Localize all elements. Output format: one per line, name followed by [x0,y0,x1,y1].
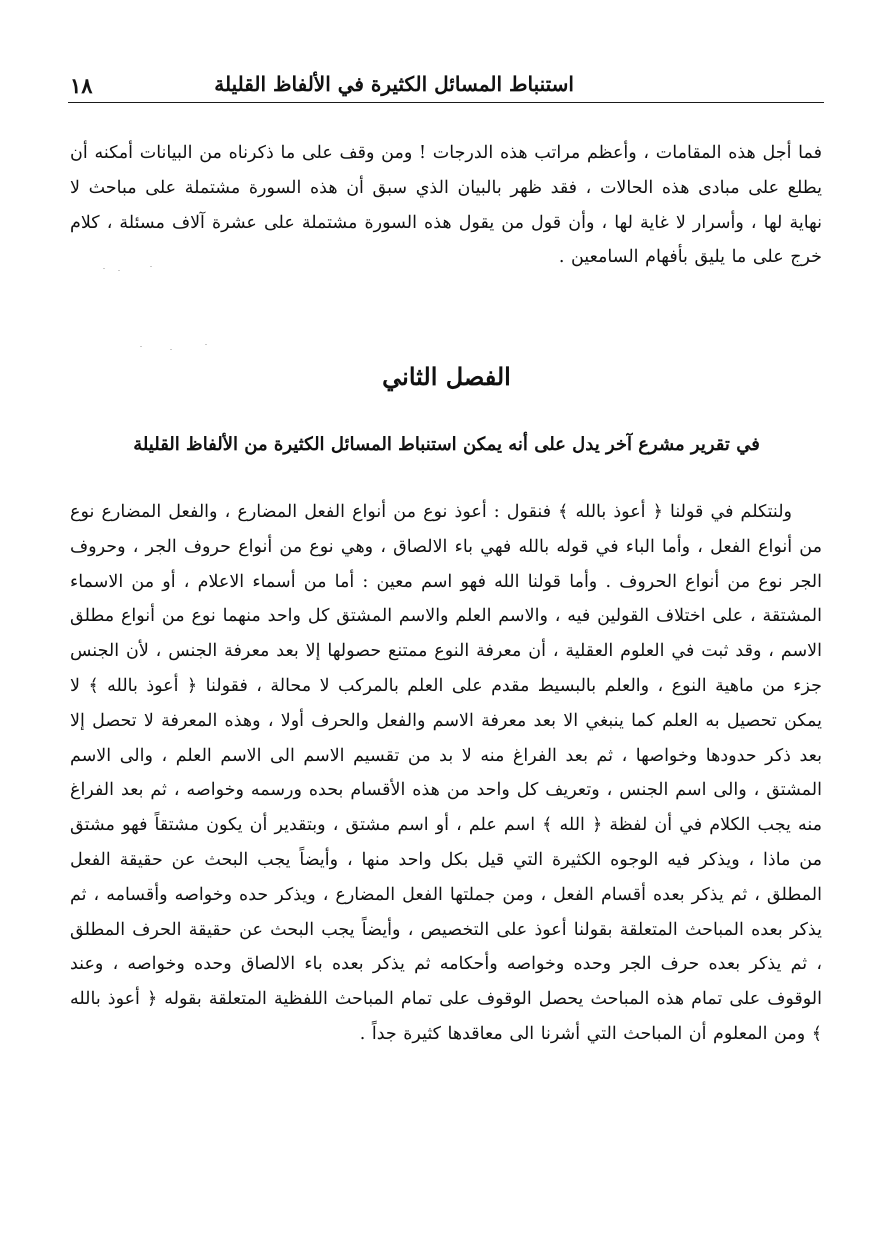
scan-speck [140,346,142,347]
running-header [68,62,824,103]
body-paragraph: ولنتكلم في قولنا ﴿ أعوذ بالله ﴾ فنقول : أعوذ نوع من أنواع الفعل المضارع ، والفعل المضارع نوع من أنواع الفعل ، وأما الباء في قوله بالله فهي باء الالصاق ، وهي نوع من أنواع حروف الجر ، وحروف الجر نوع من أنواع الحروف . وأما قولنا الله فهو اسم معين : أما من أسماء الاعلام ، أو من الاسماء المشتقة ، على اختلاف القولين فيه ، والاسم العلم والاسم المشتق كل واحد منهما نوع من أنواع مطلق الاسم ، وقد ثبت في العلوم العقلية ، أن معرفة النوع ممتنع حصولها إلا بعد معرفة الجنس ، لأن الجنس جزء من ماهية النوع ، والعلم بالبسيط مقدم على العلم بالمركب لا محالة ، فقولنا ﴿ أعوذ بالله ﴾ لا يمكن تحصيل به العلم كما ينبغي الا بعد معرفة الاسم والفعل والحرف أولا ، وهذه المعرفة لا تحصل إلا بعد ذكر حدودها وخواصها ، ثم بعد الفراغ منه لا بد من تقسيم الاسم الى الاسم العلم ، والى الاسم المشتق ، والى اسم الجنس ، وتعريف كل واحد من هذه الأقسام بحده ورسمه وخواصه ، ثم بعد الفراغ منه يجب الكلام في أن لفظة ﴿ الله ﴾ اسم علم ، أو اسم مشتق ، وبتقدير أن يكون مشتقاً فهو مشتق من ماذا ، ويذكر فيه الوجوه الكثيرة التي قيل بكل واحد منها ، وأيضاً يجب البحث عن حقيقة الفعل المطلق ، ثم يذكر بعده أقسام الفعل ، ومن جملتها الفعل المضارع ، ويذكر حده وخواصه وأقسامه ، ثم يذكر بعده المباحث المتعلقة بقولنا أعوذ على التخصيص ، وأيضاً يجب البحث عن حقيقة الحرف المطلق ، ثم يذكر بعده حرف الجر وحده وخواصه وأحكامه ثم يذكر بعده باء الالصاق وحده وخواصه ، وعند الوقوف على تمام هذه المباحث يحصل الوقوف على تمام المباحث اللفظية المتعلقة بقوله ﴿ أعوذ بالله ﴾ ومن المعلوم أن المباحث التي أشرنا الى معاقدها كثيرة جداً . [70,502,822,1044]
intro-paragraph: فما أجل هذه المقامات ، وأعظم مراتب هذه الدرجات ! ومن وقف على ما ذكرناه من البيانات أمكنه أن يطلع على مبادى هذه الحالات ، فقد ظهر بالبيان الذي سبق أن هذه السورة مشتملة على مباحث لا نهاية لها ، وأسرار لا غاية لها ، وأن قول من يقول هذه السورة مشتملة على عشرة آلاف مسئلة ، كلام خرج على ما يليق بأفهام السامعين . [70,143,822,268]
scan-speck [150,266,152,267]
scan-speck [205,344,207,345]
chapter-subtitle: في تقرير مشرع آخر يدل على أنه يمكن استنباط المسائل الكثيرة من الألفاظ القليلة [133,434,760,455]
scan-speck [103,268,105,269]
scan-speck [118,270,120,271]
running-title: استنباط المسائل الكثيرة في الألفاظ القليلة [214,72,574,96]
page-number: ١٨ [70,73,93,98]
chapter-title: الفصل الثاني [382,362,511,391]
scan-speck [170,349,172,350]
